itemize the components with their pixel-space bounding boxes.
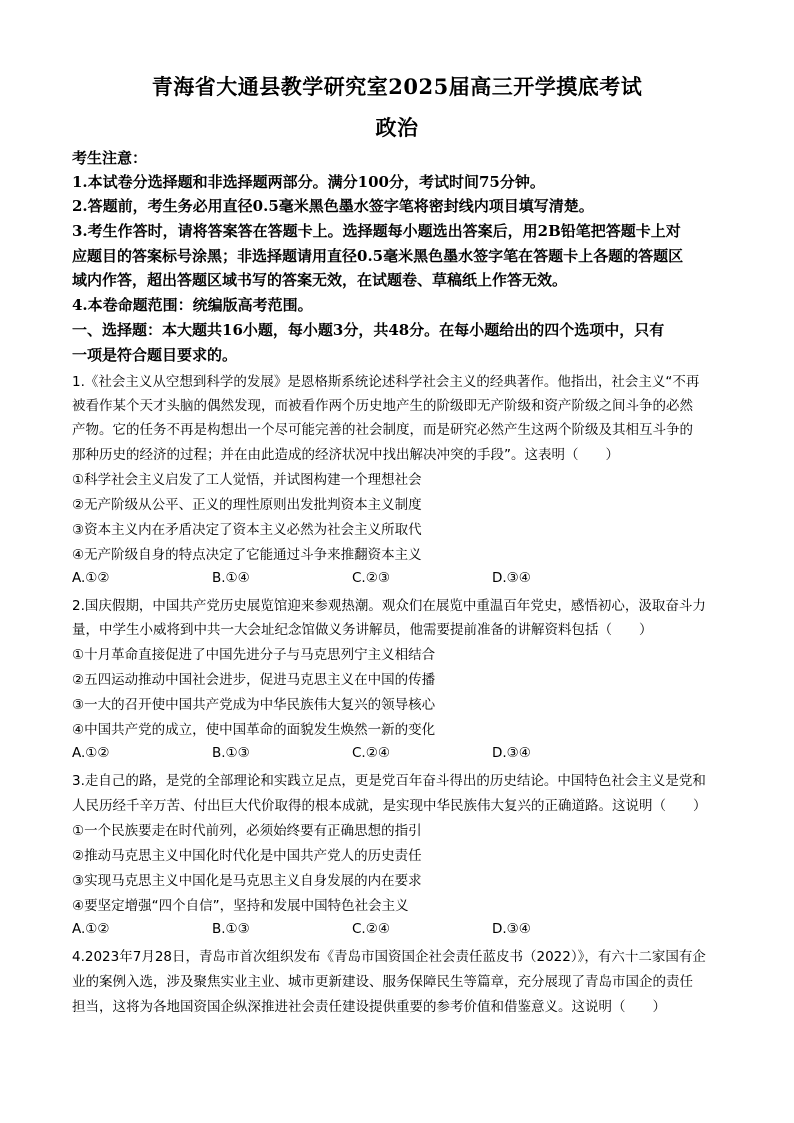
question-1-options: [72, 570, 732, 590]
option-b[interactable]: B.①④: [212, 570, 250, 586]
notice-item: 2.答题前，考生务必用直径0.5毫米黑色墨水签字笔将密封线内项目填写清楚。: [72, 197, 594, 215]
question-1-statement: ④无产阶级自身的特点决定了它能通过斗争来推翻资本主义: [72, 547, 422, 563]
option-a[interactable]: A.①②: [72, 745, 110, 761]
notice-item: 应题目的答案标号涂黑；非选择题请用直径0.5毫米黑色墨水签字笔在答题卡上各题的答题区: [72, 247, 684, 265]
notice-item: 1.本试卷分选择题和非选择题两部分。满分100分，考试时间75分钟。: [72, 173, 545, 191]
option-a[interactable]: A.①②: [72, 921, 110, 937]
option-d[interactable]: D.③④: [492, 745, 531, 761]
question-2-options: [72, 745, 732, 765]
question-4-stem: 担当，这将为各地国资国企纵深推进社会责任建设提供重要的参考价值和借鉴意义。这说明（ ）: [72, 999, 666, 1015]
notice-heading: 考生注意：: [72, 149, 148, 167]
question-1-statement: ③资本主义内在矛盾决定了资本主义必然为社会主义所取代: [72, 522, 422, 538]
notice-item: 域内作答，超出答题区域书写的答案无效，在试题卷、草稿纸上作答无效。: [72, 271, 568, 289]
question-1-statement: ①科学社会主义启发了工人觉悟，并试图构建一个理想社会: [72, 472, 422, 488]
question-3-statement: ②推动马克思主义中国化时代化是中国共产党人的历史责任: [72, 848, 422, 864]
question-1-stem: 被看作某个天才头脑的偶然发现，而被看作两个历史地产生的阶级即无产阶级和资产阶级之间斗争的必然: [72, 398, 693, 414]
exam-subject: 政治: [375, 115, 419, 140]
question-3-statement: ③实现马克思主义中国化是马克思主义自身发展的内在要求: [72, 873, 422, 889]
question-1-statement: ②无产阶级从公平、正义的理性原则出发批判资本主义制度: [72, 497, 422, 513]
option-c[interactable]: C.②④: [352, 921, 390, 937]
option-c[interactable]: C.②③: [352, 570, 390, 586]
option-a[interactable]: A.①②: [72, 570, 110, 586]
question-3-stem: 3.走自己的路，是党的全部理论和实践立足点，更是党百年奋斗得出的历史结论。中国特色社会主义是党和: [72, 773, 706, 789]
question-1-stem: 1.《社会主义从空想到科学的发展》是恩格斯系统论述科学社会主义的经典著作。他指出，社会主义“不再: [72, 374, 700, 390]
question-1-stem: 产物。它的任务不再是构想出一个尽可能完善的社会制度，而是研究必然产生这两个阶级及其相互斗争的: [72, 422, 693, 438]
exam-title: 青海省大通县教学研究室2025届高三开学摸底考试: [151, 74, 643, 99]
question-2-statement: ③一大的召开使中国共产党成为中华民族伟大复兴的领导核心: [72, 697, 436, 713]
question-1-stem: 那种历史的经济的过程；并在由此造成的经济状况中找出解决冲突的手段”。这表明（ ）: [72, 447, 619, 463]
option-b[interactable]: B.①③: [212, 921, 250, 937]
question-3-options: [72, 921, 732, 941]
notice-item: 3.考生作答时，请将答案答在答题卡上。选择题每小题选出答案后，用2B铅笔把答题卡上对: [72, 222, 681, 240]
question-3-stem: 人民历经千辛万苦、付出巨大代价取得的根本成就，是实现中华民族伟大复兴的正确道路。这说明（ ）: [72, 798, 707, 814]
question-3-statement: ④要坚定增强“四个自信”，坚持和发展中国特色社会主义: [72, 898, 409, 914]
question-4-stem: 4.2023年7月28日，青岛市首次组织发布《青岛市国资国企社会责任蓝皮书（2022）》，有六十二家国有企: [72, 949, 706, 965]
option-c[interactable]: C.②④: [352, 745, 390, 761]
section-heading: 一、选择题：本大题共16小题，每小题3分，共48分。在每小题给出的四个选项中，只有: [72, 321, 665, 339]
notice-item: 4.本卷命题范围：统编版高考范围。: [72, 296, 313, 314]
question-2-statement: ①十月革命直接促进了中国先进分子与马克思列宁主义相结合: [72, 647, 436, 663]
option-b[interactable]: B.①③: [212, 745, 250, 761]
option-d[interactable]: D.③④: [492, 921, 531, 937]
question-3-statement: ①一个民族要走在时代前列，必须始终要有正确思想的指引: [72, 823, 422, 839]
question-2-stem: 量，中学生小威将到中共一大会址纪念馆做义务讲解员，他需要提前准备的讲解资料包括（ ）: [72, 622, 653, 638]
option-d[interactable]: D.③④: [492, 570, 531, 586]
question-2-stem: 2.国庆假期，中国共产党历史展览馆迎来参观热潮。观众们在展览中重温百年党史，感悟初心，汲取奋斗力: [72, 598, 706, 614]
question-2-statement: ②五四运动推动中国社会进步，促进马克思主义在中国的传播: [72, 672, 436, 688]
section-heading: 一项是符合题目要求的。: [72, 346, 238, 364]
question-2-statement: ④中国共产党的成立，使中国革命的面貌发生焕然一新的变化: [72, 722, 436, 738]
question-4-stem: 业的案例入选，涉及聚焦实业主业、城市更新建设、服务保障民生等篇章，充分展现了青岛市国企的责任: [72, 974, 693, 990]
